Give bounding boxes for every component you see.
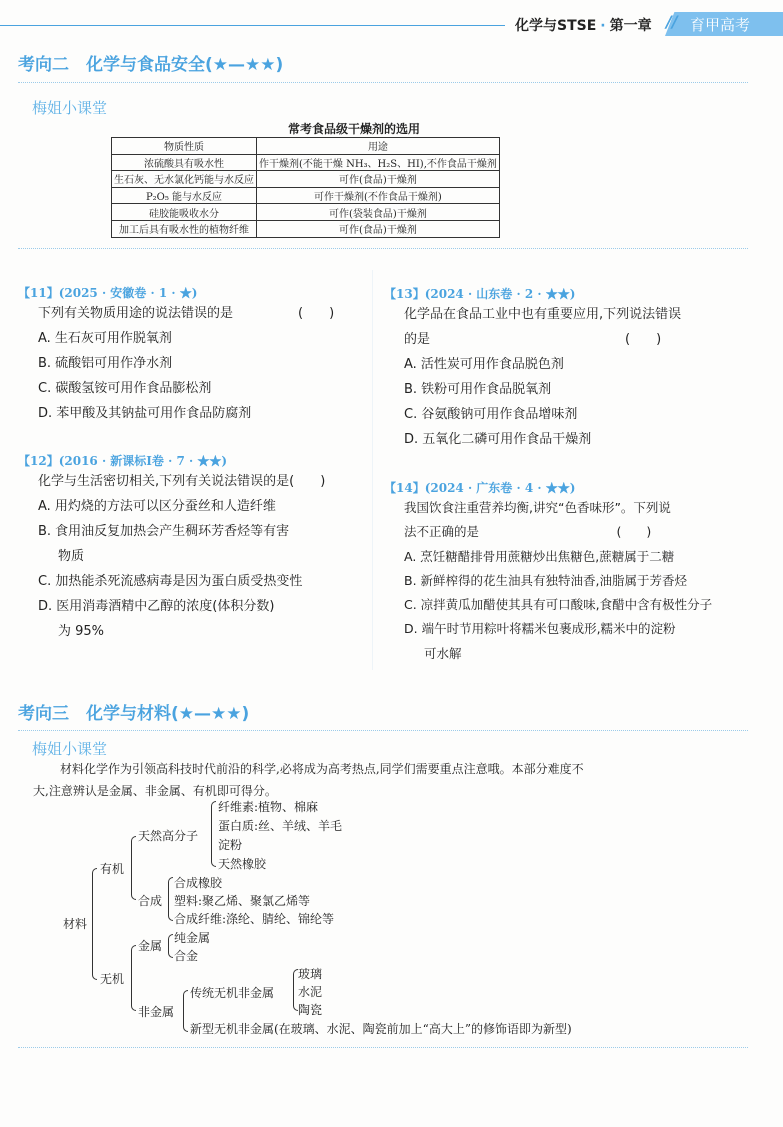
- tree-node-nonmetal: 非金属: [138, 1005, 175, 1019]
- question-13: [384, 285, 681, 452]
- option-c: C. 谷氨酸钠可用作食品增味剂: [404, 407, 578, 422]
- tree-leaf: 合成橡胶: [174, 876, 223, 890]
- table-row: [112, 154, 500, 171]
- tree-leaf: 塑料:聚乙烯、聚氯乙烯等: [174, 894, 311, 908]
- option-b: B. 铁粉可用作食品脱氧剂: [404, 382, 552, 397]
- chapter-name: 化学与STSE: [515, 18, 597, 34]
- option-d: D. 医用消毒酒精中乙醇的浓度(体积分数): [38, 599, 275, 614]
- section-title: 考向三 化学与材料(★—★★): [18, 704, 250, 724]
- table-cell: 浓硫酸具有吸水性: [112, 154, 257, 171]
- option-d: D. 端午时节用粽叶将糯米包裹成形,糯米中的淀粉: [404, 621, 676, 637]
- lesson-label: 梅姐小课堂: [32, 99, 108, 117]
- divider: [18, 82, 748, 83]
- table-row: [112, 171, 500, 188]
- option-c: C. 加热能杀死流感病毒是因为蛋白质受热变性: [38, 574, 303, 589]
- lesson-paragraph-cont: 大,注意辨认是金属、非金属、有机即可得分。: [33, 784, 277, 798]
- tree-leaf: 玻璃: [298, 967, 323, 981]
- divider: [18, 730, 748, 731]
- table-cell: 生石灰、无水氯化钙能与水反应: [112, 171, 257, 188]
- tree-leaf: 淀粉: [218, 838, 243, 852]
- brand-label: 育甲高考: [690, 16, 751, 34]
- option-c: C. 碳酸氢铵可用作食品膨松剂: [38, 381, 212, 396]
- divider: [18, 1047, 748, 1048]
- column-divider: [372, 270, 373, 670]
- table-header: 用途: [257, 138, 500, 155]
- option-d: D. 五氧化二磷可用作食品干燥剂: [404, 432, 592, 447]
- chapter-number: 第一章: [609, 18, 652, 34]
- question-source: 【13】(2024 · 山东卷 · 2 · ★★): [384, 287, 576, 301]
- tree-node-organic: 有机: [100, 862, 125, 876]
- tree-node-synthetic: 合成: [138, 894, 163, 908]
- table-cell: 可作(袋装食品)干燥剂: [257, 204, 500, 221]
- section-title: 考向二 化学与食品安全(★—★★): [18, 55, 284, 75]
- tree-node-natural: 天然高分子: [138, 829, 199, 843]
- divider: [18, 248, 748, 249]
- option-a: A. 烹饪糖醋排骨用蔗糖炒出焦糖色,蔗糖属于二糖: [404, 548, 675, 564]
- option-b: B. 食用油反复加热会产生稠环芳香烃等有害: [38, 524, 290, 539]
- desiccant-table: [111, 137, 500, 238]
- table-row: [112, 187, 500, 204]
- question-11: [18, 284, 334, 426]
- tree-node-new: 新型无机非金属(在玻璃、水泥、陶瓷前加上“高大上”的修饰语即为新型): [190, 1022, 572, 1036]
- table-cell: 可作(食品)干燥剂: [257, 171, 500, 188]
- option-c: C. 凉拌黄瓜加醋使其具有可口酸味,食醋中含有极性分子: [404, 597, 713, 613]
- option-b: B. 硫酸铝可用作净水剂: [38, 356, 173, 371]
- table-row: [112, 220, 500, 237]
- lesson-paragraph: 材料化学作为引领高科技时代前沿的科学,必将成为高考热点,同学们需要重点注意哦。本部分难度不: [60, 762, 584, 776]
- table-header-row: [112, 138, 500, 155]
- option-d-cont: 为 95%: [58, 624, 105, 639]
- tree-node-traditional: 传统无机非金属: [190, 986, 275, 1000]
- question-stem: 下列有关物质用途的说法错误的是 ( ): [38, 306, 335, 321]
- table-cell: 加工后具有吸水性的植物纤维: [112, 220, 257, 237]
- question-source: 【12】(2016 · 新课标Ⅰ卷 · 7 · ★★): [18, 454, 228, 468]
- tree-leaf: 蛋白质:丝、羊绒、羊毛: [218, 819, 343, 833]
- question-stem: 我国饮食注重营养均衡,讲究“色香味形”。下列说: [404, 500, 671, 515]
- table-cell: 硅胶能吸收水分: [112, 204, 257, 221]
- table-cell: 可作(食品)干燥剂: [257, 220, 500, 237]
- option-d: D. 苯甲酸及其钠盐可用作食品防腐剂: [38, 406, 252, 421]
- tree-node-inorganic: 无机: [100, 972, 125, 986]
- table-row: [112, 204, 500, 221]
- option-b-cont: 物质: [58, 549, 85, 564]
- question-14: [384, 479, 712, 666]
- tree-leaf: 水泥: [298, 985, 323, 999]
- header-dot: ·: [600, 18, 606, 34]
- tree-node-root: 材料: [63, 917, 88, 931]
- question-stem: 化学与生活密切相关,下列有关说法错误的是( ): [38, 474, 326, 489]
- option-b: B. 新鲜榨得的花生油具有独特油香,油脂属于芳香烃: [404, 572, 687, 588]
- question-source: 【14】(2024 · 广东卷 · 4 · ★★): [384, 481, 576, 495]
- option-d-cont: 可水解: [424, 645, 462, 661]
- chapter-header: [515, 15, 652, 35]
- question-stem: 化学品在食品工业中也有重要应用,下列说法错误: [404, 307, 682, 322]
- option-a: A. 活性炭可用作食品脱色剂: [404, 357, 564, 372]
- question-stem-cont: 法不正确的是 ( ): [404, 524, 652, 540]
- header-rule: [0, 25, 505, 26]
- tree-leaf: 陶瓷: [298, 1003, 323, 1017]
- table-header: 物质性质: [112, 138, 257, 155]
- tree-leaf: 纤维素:植物、棉麻: [218, 800, 319, 814]
- tree-leaf: 纯金属: [174, 931, 211, 945]
- question-12: [18, 452, 325, 644]
- option-a: A. 用灼烧的方法可以区分蚕丝和人造纤维: [38, 499, 276, 514]
- table-cell: 可作干燥剂(不作食品干燥剂): [257, 187, 500, 204]
- tree-node-metal: 金属: [138, 939, 163, 953]
- slash-decoration-icon: //: [666, 12, 678, 31]
- table-cell: P₂O₅ 能与水反应: [112, 187, 257, 204]
- question-source: 【11】(2025 · 安徽卷 · 1 · ★): [18, 286, 198, 300]
- tree-leaf: 合金: [174, 949, 199, 963]
- tree-leaf: 合成纤维:涤纶、腈纶、锦纶等: [174, 912, 335, 926]
- lesson-label: 梅姐小课堂: [32, 740, 108, 758]
- table-title: 常考食品级干燥剂的选用: [288, 122, 421, 136]
- option-a: A. 生石灰可用作脱氧剂: [38, 331, 172, 346]
- table-cell: 作干燥剂(不能干燥 NH₃、H₂S、HI),不作食品干燥剂: [257, 154, 500, 171]
- tree-leaf: 天然橡胶: [218, 857, 267, 871]
- question-stem-cont: 的是 ( ): [404, 332, 662, 347]
